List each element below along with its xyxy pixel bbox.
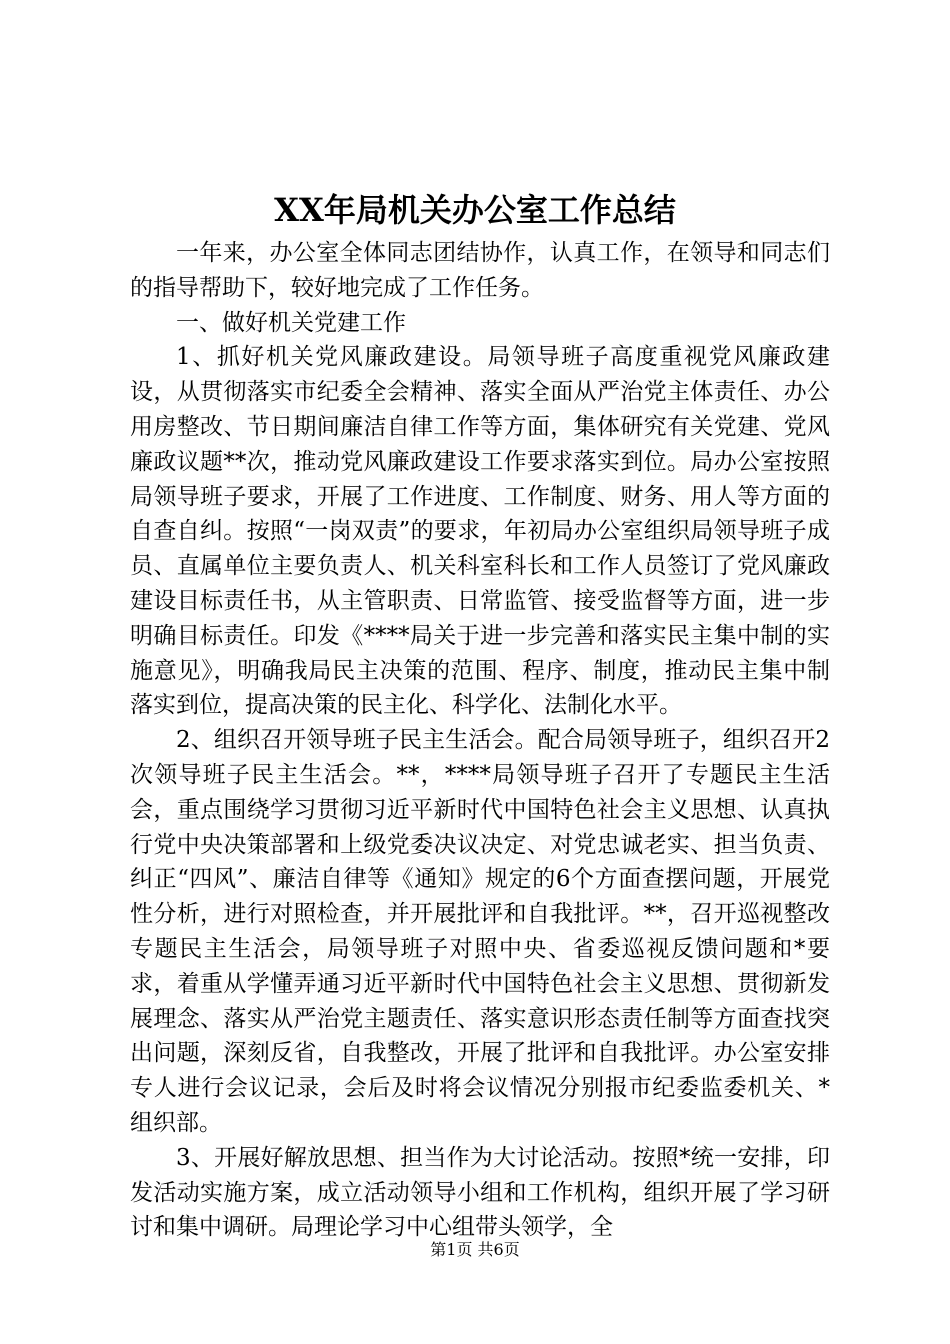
paragraph-item-2: 2、组织召开领导班子民主生活会。配合局领导班子，组织召开2次领导班子民主生活会。**，****局领导班子召开了专题民主生活会，重点围绕学习贯彻习近平新时代中国特色社会主义思想、认真执行党中央决策部署和上级党委决议决定、对党忠诚老实、担当负责、纠正“四风”、廉洁自律等《通知》规定的6个方面查摆问题，开展党性分析，进行对照检查，并开展批评和自我批评。**，召开巡视整改专题民主生活会，局领导班子对照中央、省委巡视反馈问题和*要求，着重从学懂弄通习近平新时代中国特色社会主义思想、贯彻新发展理念、落实从严治党主题责任、落实意识形态责任制等方面查找突出问题，深刻反省，自我整改，开展了批评和自我批评。办公室安排专人进行会议记录，会后及时将会议情况分别报市纪委监委机关、*组织部。 [130,727,830,1136]
page-number-footer: 第1页 共6页 [430,1240,520,1259]
document-title: XX年局机关办公室工作总结 [274,191,676,229]
section-heading-party-building: 一、做好机关党建工作 [176,309,406,336]
paragraph-item-1: 1、抓好机关党风廉政建设。局领导班子高度重视党风廉政建设，从贯彻落实市纪委全会精神、落实全面从严治党主体责任、办公用房整改、节日期间廉洁自律工作等方面，集体研究有关党建、党风廉政议题**次，推动党风廉政建设工作要求落实到位。局办公室按照局领导班子要求，开展了工作进度、工作制度、财务、用人等方面的自查自纠。按照“一岗双责”的要求，年初局办公室组织局领导班子成员、直属单位主要负责人、机关科室科长和工作人员签订了党风廉政建设目标责任书，从主管职责、日常监管、接受监督等方面，进一步明确目标责任。印发《****局关于进一步完善和落实民主集中制的实施意见》，明确我局民主决策的范围、程序、制度，推动民主集中制落实到位，提高决策的民主化、科学化、法制化水平。 [130,344,830,719]
document-body [130,236,830,1245]
paragraph-intro: 一年来，办公室全体同志团结协作，认真工作，在领导和同志们的指导帮助下，较好地完成了工作任务。 [130,240,830,301]
paragraph-item-3: 3、开展好解放思想、担当作为大讨论活动。按照*统一安排，印发活动实施方案，成立活动领导小组和工作机构，组织开展了学习研讨和集中调研。局理论学习中心组带头领学，全 [130,1144,830,1241]
